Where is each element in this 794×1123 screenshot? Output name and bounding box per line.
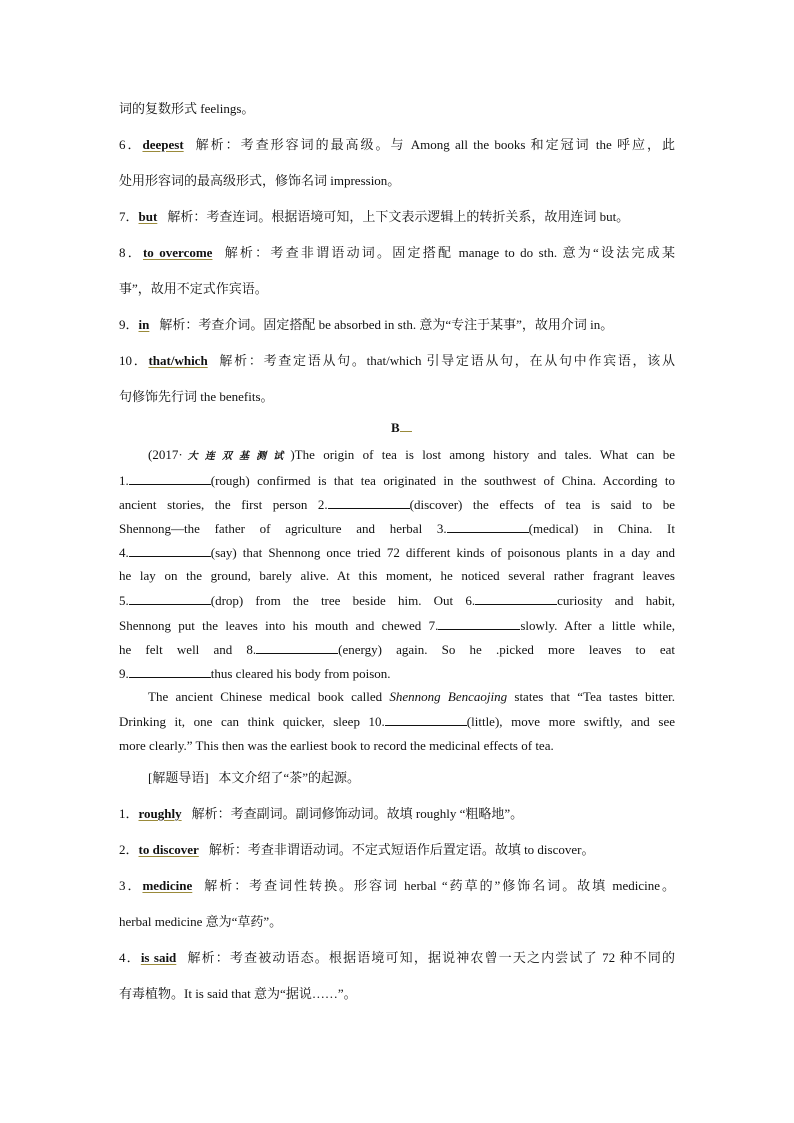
b-answer-item-4-cont: 有毒植物。It is said that 意为“据说……”。 [119, 986, 357, 1001]
blank-4 [129, 543, 211, 557]
passage-line-8: Shennong put the leaves into his mouth and chewed 7. slowly. After a little while, [119, 618, 675, 633]
answer-item-7: 7．but 解析：考查连词。根据语境可知，上下文表示逻辑上的转折关系，故用连词 but。 [119, 209, 630, 224]
passage-line-6: he lay on the ground, barely alive. At this moment, he noticed several rather fragrant leaves [119, 568, 675, 583]
passage-p2-line-3: more clearly.” This then was the earliest book to record the medicinal effects of tea. [119, 738, 554, 753]
blank-7 [438, 616, 520, 630]
blank-9 [129, 664, 211, 678]
answer-item-6-cont: 处用形容词的最高级形式，修饰名词 impression。 [119, 173, 401, 188]
blank-10 [385, 712, 467, 726]
passage-p2-line-1: The ancient Chinese medical book called Shennong Bencaojing states that “Tea tastes bitter. [148, 689, 675, 704]
blank-5 [129, 591, 211, 605]
b-answer-item-3-cont: herbal medicine 意为“草药”。 [119, 914, 283, 929]
passage-line-5: 4. (say) that Shennong once tried 72 different kinds of poisonous plants in a day and [119, 545, 675, 560]
b-answer-item-1: 1．roughly 解析：考查副词。副词修饰动词。故填 roughly “粗略地”。 [119, 806, 524, 821]
answer-item-6: 6．deepest 解析：考查形容词的最高级。与 Among all the books 和定冠词 the 呼应，此 [119, 137, 675, 152]
answer-item-9: 9．in 解析：考查介词。固定搭配 be absorbed in sth. 意为“专注于某事”，故用介词 in。 [119, 317, 614, 332]
passage-line-2: 1. (rough) confirmed is that tea originated in the southwest of China. According to [119, 473, 675, 488]
passage-line-1: (2017·大连双基测试)The origin of tea is lost among history and tales. What can be [148, 447, 676, 462]
blank-3 [447, 519, 529, 533]
b-answer-item-2: 2．to discover 解析：考查非谓语动词。不定式短语作后置定语。故填 to discover。 [119, 842, 595, 857]
answer-item-8: 8．to overcome 解析：考查非谓语动词。固定搭配 manage to do sth. 意为“设法完成某 [119, 245, 675, 260]
passage-line-9: he felt well and 8. (energy) again. So he .picked more leaves to eat [119, 642, 675, 657]
blank-8 [256, 640, 338, 654]
passage-line-7: 5. (drop) from the tree beside him. Out 6. curiosity and habit, [119, 593, 675, 608]
answer-item-8-cont: 事”，故用不定式作宾语。 [119, 281, 268, 296]
passage-line-3: ancient stories, the first person 2. (discover) the effects of tea is said to be [119, 497, 675, 512]
b-answer-item-4: 4．is said 解析：考查被动语态。根据语境可知，据说神农曾一天之内尝试了 72 种不同的 [119, 950, 675, 965]
answer-continuation: 词的复数形式 feelings。 [119, 101, 255, 116]
answer-item-10: 10．that/which 解析：考查定语从句。that/which 引导定语从句，在从句中作宾语，该从 [119, 353, 675, 368]
section-b-title: B [391, 419, 412, 437]
answer-item-10-cont: 句修饰先行词 the benefits。 [119, 389, 274, 404]
guide-line: [解题导语] 本文介绍了“茶”的起源。 [148, 770, 360, 785]
passage-line-4: Shennong—the father of agriculture and herbal 3. (medical) in China. It [119, 521, 675, 536]
b-answer-item-3: 3．medicine 解析：考查词性转换。形容词 herbal “药草的”修饰名词。故填 medicine。 [119, 878, 675, 893]
passage-p2-line-2: Drinking it, one can think quicker, sleep 10. (little), move more swiftly, and see [119, 714, 675, 729]
passage-line-10: 9. thus cleared his body from poison. [119, 666, 391, 681]
blank-2 [328, 495, 410, 509]
blank-6 [475, 591, 557, 605]
blank-1 [129, 471, 211, 485]
